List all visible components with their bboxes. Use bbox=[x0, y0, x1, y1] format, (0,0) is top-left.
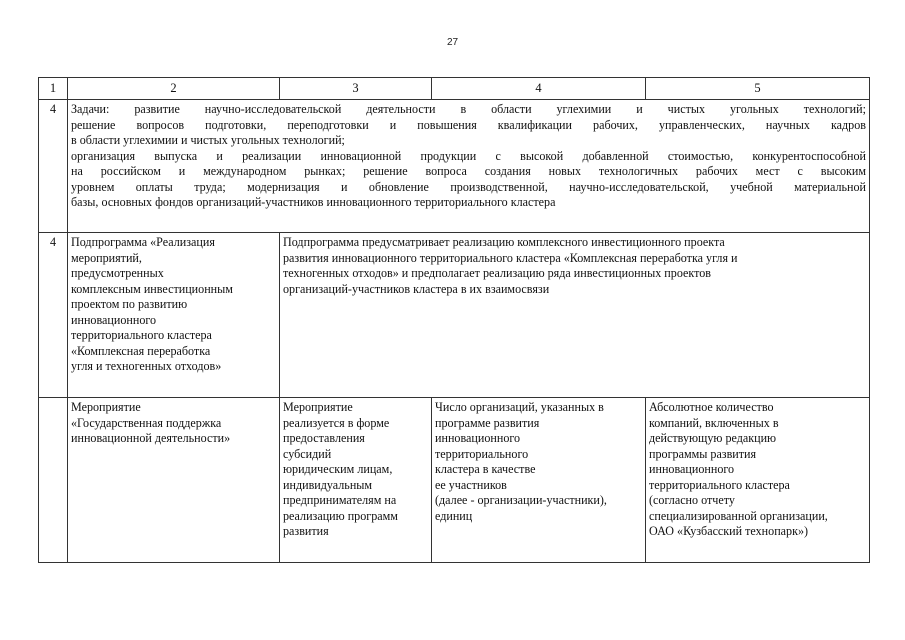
event-indicator-line: Число организаций, указанных в bbox=[435, 400, 604, 414]
column-header-3: 3 bbox=[280, 78, 432, 100]
subprogram-name-line: угля и техногенных отходов» bbox=[71, 359, 222, 373]
event-form-line: развития bbox=[283, 524, 329, 538]
subprogram-row bbox=[39, 233, 870, 398]
event-form-line: индивидуальным bbox=[283, 477, 373, 492]
event-form bbox=[280, 398, 432, 563]
event-method bbox=[646, 398, 870, 563]
event-name bbox=[68, 398, 280, 563]
subprogram-description-line: развития инновационного территориального кластера «Комплексная переработка угля и bbox=[283, 250, 738, 265]
subprogram-row-number: 4 bbox=[39, 233, 68, 398]
subprogram-description-line: техногенных отходов» и предполагает реализацию ряда инвестиционных проектов bbox=[283, 266, 711, 280]
event-method-line: инновационного bbox=[649, 462, 735, 476]
event-row bbox=[39, 398, 870, 563]
event-method-line: компаний, включенных в bbox=[649, 415, 779, 430]
column-header-4: 4 bbox=[432, 78, 646, 100]
subprogram-name-line: мероприятий, bbox=[71, 250, 142, 265]
event-form-line: предпринимателям на bbox=[283, 493, 397, 507]
tasks-text bbox=[68, 100, 870, 233]
event-form-line: субсидий bbox=[283, 446, 332, 461]
event-indicator-line: инновационного bbox=[435, 431, 521, 445]
column-header-2: 2 bbox=[68, 78, 280, 100]
subprogram-name-line: Подпрограмма «Реализация bbox=[71, 235, 215, 249]
program-table bbox=[38, 77, 870, 563]
event-indicator-line: ее участников bbox=[435, 477, 507, 492]
subprogram-name bbox=[68, 233, 280, 398]
event-row-number bbox=[39, 398, 68, 563]
event-name-line: Мероприятие bbox=[71, 400, 141, 414]
event-form-line: реализуется в форме bbox=[283, 415, 390, 430]
page-number: 27 bbox=[446, 37, 459, 48]
tasks-line: уровнем оплаты труда; модернизация и обновление производственной, научно-исследовательской, учебной материальной bbox=[71, 179, 866, 194]
event-method-line: Абсолютное количество bbox=[649, 400, 774, 414]
tasks-line: Задачи: развитие научно-исследовательской деятельности в области углехимии и чистых угольных технологий; bbox=[71, 102, 866, 116]
event-method-line: специализированной организации, bbox=[649, 508, 828, 523]
event-indicator-line: кластера в качестве bbox=[435, 462, 536, 476]
event-indicator bbox=[432, 398, 646, 563]
tasks-row-number: 4 bbox=[39, 100, 68, 233]
event-name-line: инновационной деятельности» bbox=[71, 431, 231, 445]
tasks-row bbox=[39, 100, 870, 233]
subprogram-name-line: территориального кластера bbox=[71, 328, 212, 342]
event-indicator-line: программе развития bbox=[435, 415, 540, 430]
event-form-line: предоставления bbox=[283, 431, 365, 445]
event-form-line: Мероприятие bbox=[283, 400, 353, 414]
subprogram-description-line: организаций-участников кластера в их взаимосвязи bbox=[283, 281, 550, 296]
tasks-line: организация выпуска и реализации инновационной продукции с высокой добавленной стоимостью, конкурентоспособной bbox=[71, 148, 866, 163]
event-indicator-line: территориального bbox=[435, 446, 529, 461]
event-name-line: «Государственная поддержка bbox=[71, 415, 222, 430]
subprogram-description-line: Подпрограмма предусматривает реализацию комплексного инвестиционного проекта bbox=[283, 235, 725, 249]
column-header-5: 5 bbox=[646, 78, 870, 100]
event-method-line: территориального кластера bbox=[649, 477, 790, 492]
event-indicator-line: единиц bbox=[435, 508, 473, 523]
column-number-row bbox=[39, 78, 870, 100]
column-header-1: 1 bbox=[39, 78, 68, 100]
tasks-line: решение вопросов подготовки, переподготовки и повышения квалификации рабочих, управленческих, научных кадров bbox=[71, 117, 866, 132]
event-form-line: юридическим лицам, bbox=[283, 462, 393, 476]
subprogram-name-line: комплексным инвестиционным bbox=[71, 281, 233, 296]
subprogram-name-line: предусмотренных bbox=[71, 266, 164, 280]
tasks-line: на российском и международном рынках; решение вопроса создания новых технологичных рабочих мест с высоким bbox=[71, 164, 866, 178]
event-method-line: ОАО «Кузбасский технопарк») bbox=[649, 524, 809, 538]
event-indicator-line: (далее - организации-участники), bbox=[435, 493, 607, 507]
event-method-line: (согласно отчету bbox=[649, 493, 735, 507]
tasks-line: базы, основных фондов организаций-участников инновационного территориального кластера bbox=[71, 195, 556, 209]
subprogram-name-line: «Комплексная переработка bbox=[71, 343, 211, 358]
subprogram-name-line: инновационного bbox=[71, 312, 157, 327]
event-method-line: программы развития bbox=[649, 446, 757, 461]
tasks-line: в области углехимии и чистых угольных технологий; bbox=[71, 133, 345, 147]
subprogram-name-line: проектом по развитию bbox=[71, 297, 188, 311]
subprogram-description bbox=[280, 233, 870, 398]
event-method-line: действующую редакцию bbox=[649, 431, 777, 445]
event-form-line: реализацию программ bbox=[283, 508, 398, 523]
